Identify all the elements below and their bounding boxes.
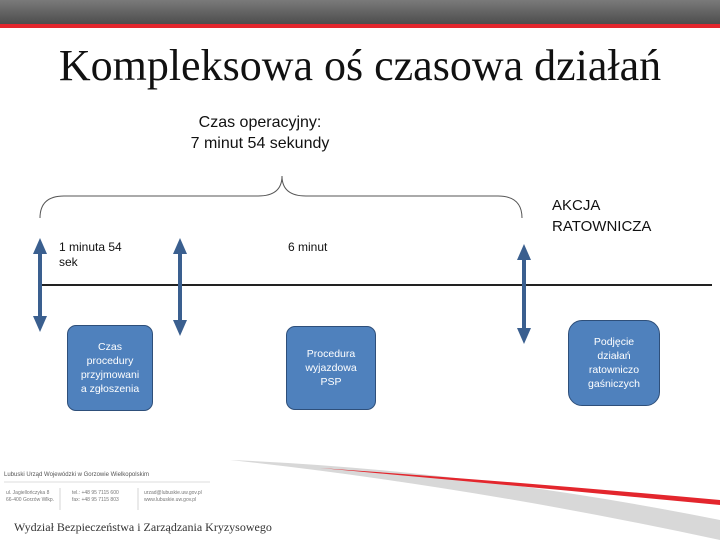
box-line: przyjmowani: [80, 369, 140, 381]
box-line: ratowniczo: [588, 364, 640, 376]
footer-swoosh-grey: [230, 460, 720, 540]
dispatch-procedure-box: [286, 326, 376, 410]
footer-web: [144, 490, 202, 504]
box-line: Podjęcie: [593, 336, 635, 348]
footer-contact-line: fax: +48 95 7115 803: [72, 497, 119, 503]
box-line: Procedura: [306, 348, 356, 360]
footer-contact-line: tel.: +48 95 7115 600: [72, 490, 119, 496]
box-line: a zgłoszenia: [80, 383, 140, 395]
box-line: Czas: [98, 341, 122, 353]
box-line: wyjazdowa: [305, 362, 357, 374]
tick-arrow-second-up: [173, 238, 187, 254]
footer-address-line: 66-400 Gorzów Wlkp.: [6, 497, 55, 503]
footer-web-line: urzad@lubuskie.uw.gov.pl: [144, 490, 202, 496]
tick-arrow-second-down: [173, 320, 187, 336]
box-line: działań: [597, 350, 631, 362]
footer-organization: Lubuski Urząd Wojewódzki w Gorzowie Wielkopolskim: [4, 472, 149, 478]
department-name: Wydział Bezpieczeństwa i Zarządzania Kryzysowego: [14, 520, 272, 534]
tick-arrow-third-up: [517, 244, 531, 260]
box-line: gaśniczych: [588, 378, 640, 390]
time-brace: [40, 176, 522, 218]
rescue-action-line2: RATOWNICZA: [552, 218, 652, 235]
rescue-operations-box: [568, 320, 660, 406]
rescue-action-line1: AKCJA: [552, 197, 601, 214]
tick-arrow-start-up: [33, 238, 47, 254]
operational-time-line2: 7 minut 54 sekundy: [190, 135, 330, 152]
footer-web-line: www.lubuskie.uw.gov.pl: [144, 497, 197, 503]
call-handling-procedure-box: [67, 325, 153, 411]
slide-title: Kompleksowa oś czasowa działań: [58, 41, 662, 90]
box-line: PSP: [320, 376, 342, 388]
tick-arrow-start-down: [33, 316, 47, 332]
timeline-label-first: 1 minuta 54 sek: [59, 240, 122, 269]
box-line: procedury: [86, 355, 134, 367]
footer-address: [6, 490, 54, 504]
tick-arrow-third-down: [517, 328, 531, 344]
rescue-action-label: [552, 195, 651, 237]
operational-time-line1: Czas operacyjny:: [198, 114, 322, 131]
timeline-label-second: 6 minut: [288, 240, 328, 254]
footer-contact: [72, 490, 119, 504]
footer-address-line: ul. Jagiellończyka 8: [6, 490, 50, 496]
